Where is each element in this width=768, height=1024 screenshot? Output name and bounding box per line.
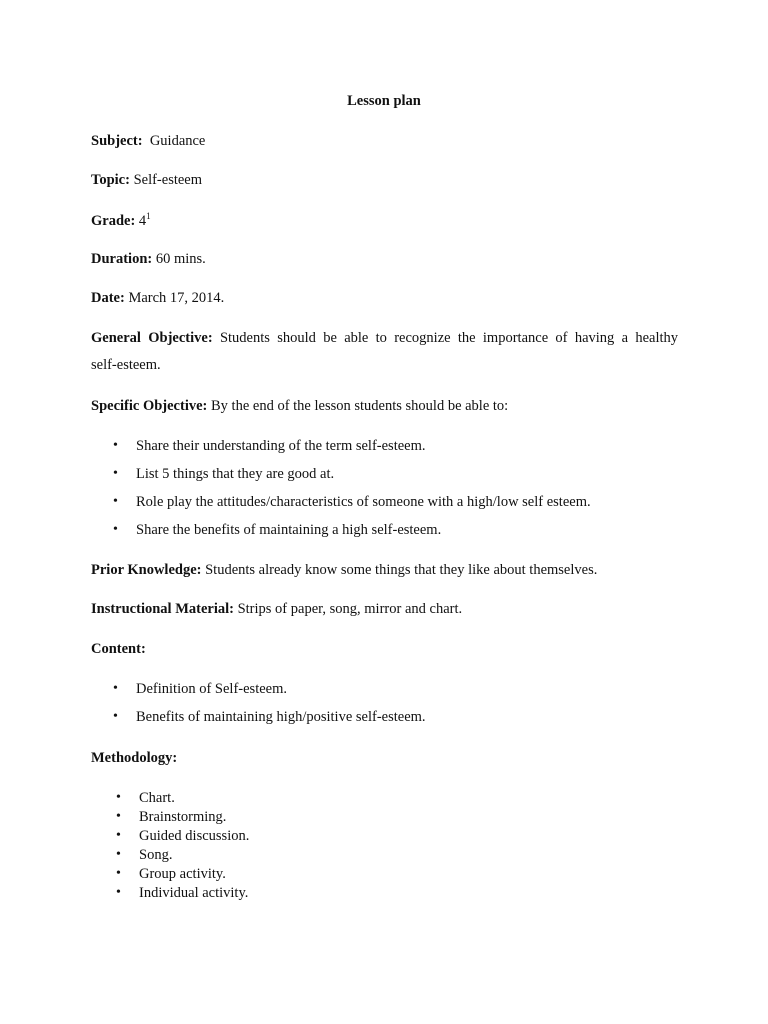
specific-objective-line — [91, 398, 508, 415]
duration-line — [91, 251, 206, 268]
topic-label: Topic: — [91, 172, 130, 188]
topic-value: Self-esteem — [133, 172, 203, 188]
topic-line — [91, 172, 202, 189]
grade-value: 4 — [138, 213, 147, 229]
date-label: Date: — [91, 290, 125, 306]
list-item: Chart. — [139, 790, 175, 806]
instructional-material-label: Instructional Material: — [91, 601, 234, 617]
list-item: Guided discussion. — [139, 828, 250, 844]
subject-value: Guidance — [149, 133, 206, 149]
specific-objective-label: Specific Objective: — [91, 398, 208, 414]
grade-label: Grade: — [91, 213, 136, 229]
general-objective-line — [91, 330, 678, 347]
grade-superscript: 1 — [146, 211, 151, 221]
bullet: • — [116, 847, 121, 862]
duration-label: Duration: — [91, 251, 153, 267]
list-item: Individual activity. — [139, 885, 249, 901]
content-label: Content: — [91, 641, 146, 657]
prior-knowledge-label: Prior Knowledge: — [91, 562, 202, 578]
list-item: List 5 things that they are good at. — [136, 466, 335, 482]
bullet: • — [113, 494, 118, 509]
list-item: Role play the attitudes/characteristics of someone with a high/low self esteem. — [136, 494, 591, 510]
list-item: Share their understanding of the term self-esteem. — [136, 438, 426, 454]
general-objective-continuation: self-esteem. — [91, 357, 161, 373]
bullet: • — [116, 828, 121, 843]
grade-line — [91, 211, 151, 230]
bullet: • — [116, 790, 121, 805]
instructional-material-line — [91, 601, 462, 618]
subject-line — [91, 133, 205, 150]
list-item: Brainstorming. — [139, 809, 227, 825]
page-title: Lesson plan — [347, 93, 421, 109]
general-objective-label: General Objective: — [91, 330, 213, 346]
date-value: March 17, 2014. — [128, 290, 225, 306]
list-item: Definition of Self-esteem. — [136, 681, 287, 697]
bullet: • — [116, 809, 121, 824]
list-item: Song. — [139, 847, 173, 863]
bullet: • — [113, 466, 118, 481]
methodology-heading — [91, 750, 177, 767]
date-line — [91, 290, 224, 307]
bullet: • — [116, 885, 121, 900]
subject-label: Subject: — [91, 133, 143, 149]
list-item: Benefits of maintaining high/positive self-esteem. — [136, 709, 426, 725]
general-objective-value: Students should be able to recognize the importance of having a healthy — [219, 330, 679, 346]
prior-knowledge-value: Students already know some things that they like about themselves. — [205, 562, 598, 578]
instructional-material-value: Strips of paper, song, mirror and chart. — [237, 601, 463, 617]
specific-objective-value: By the end of the lesson students should be able to: — [211, 398, 509, 414]
bullet: • — [113, 681, 118, 696]
bullet: • — [113, 709, 118, 724]
bullet: • — [113, 522, 118, 537]
prior-knowledge-line — [91, 562, 597, 579]
bullet: • — [116, 866, 121, 881]
list-item: Group activity. — [139, 866, 226, 882]
list-item: Share the benefits of maintaining a high self-esteem. — [136, 522, 442, 538]
content-heading — [91, 641, 146, 658]
bullet: • — [113, 438, 118, 453]
methodology-label: Methodology: — [91, 750, 178, 766]
duration-value: 60 mins. — [155, 251, 206, 267]
